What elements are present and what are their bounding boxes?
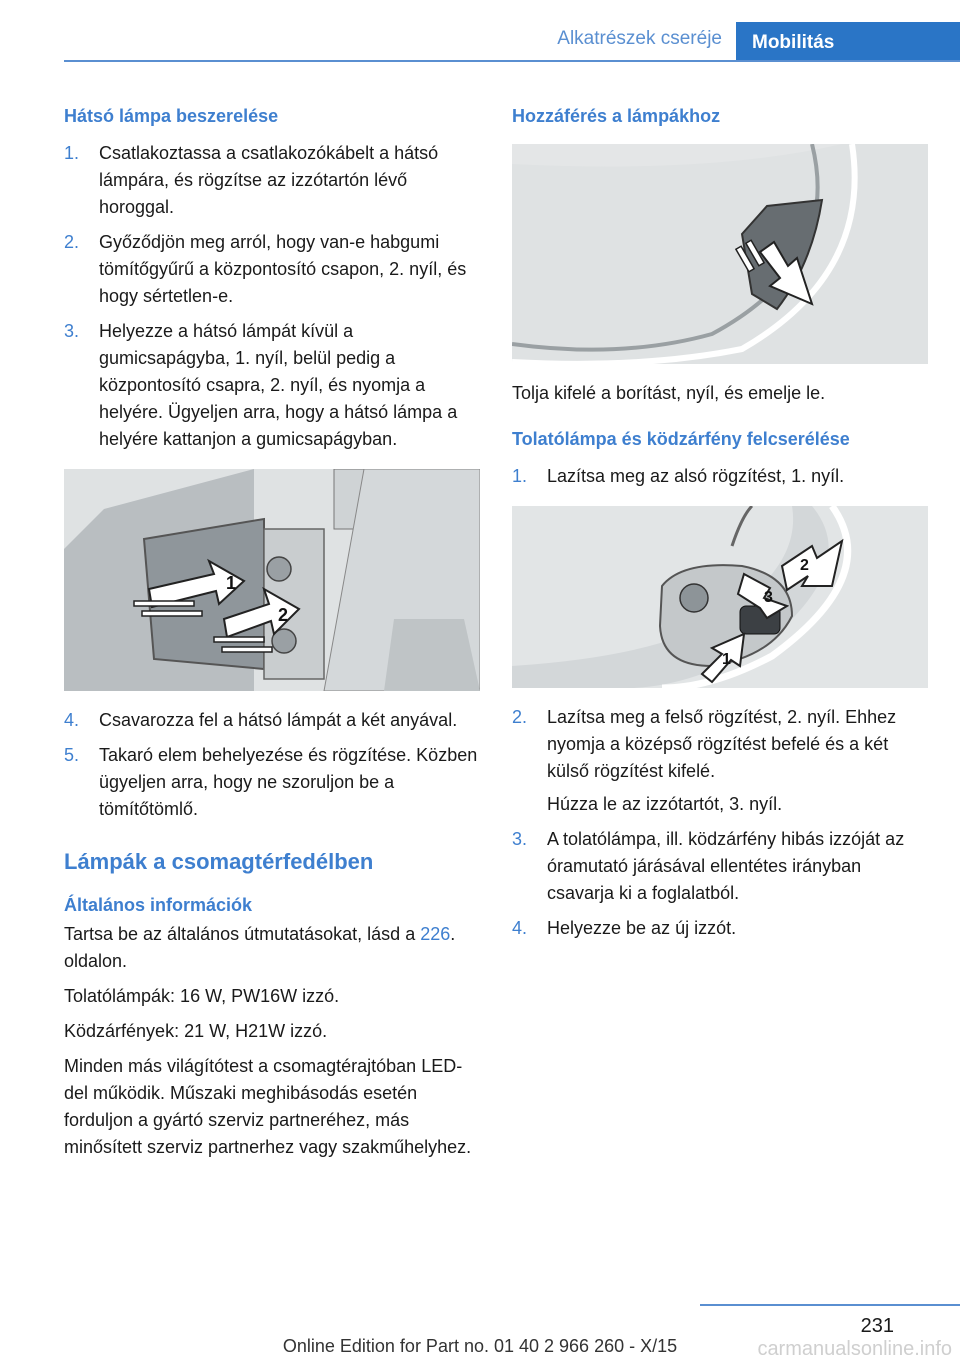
footer-rule xyxy=(700,1304,960,1306)
step-number: 5. xyxy=(64,745,80,765)
reverse-lamp-spec: Tolatólámpák: 16 W, PW16W izzó. xyxy=(64,986,340,1006)
page-number: 231 xyxy=(860,1315,894,1337)
header-chapter-tab: Mobilitás xyxy=(736,22,960,62)
step-number: 3. xyxy=(64,321,80,341)
list-item xyxy=(64,318,482,453)
step-number: 1. xyxy=(512,466,528,486)
step-extra-text: Húzza le az izzótartót, 3. nyíl. xyxy=(547,794,783,814)
list-item xyxy=(512,915,930,942)
figure-label-3: 3 xyxy=(764,589,773,606)
list-item xyxy=(64,707,482,734)
left-column xyxy=(64,104,482,1169)
bulb-holder-figure xyxy=(512,506,928,688)
step-text: Helyezze be az új izzót. xyxy=(547,918,737,938)
step-number: 2. xyxy=(64,232,80,252)
header-rule xyxy=(64,60,960,62)
paragraph-text: . oldalon. xyxy=(64,924,456,971)
list-item xyxy=(512,826,930,907)
install-steps-list xyxy=(64,140,482,453)
figure-label-2: 2 xyxy=(800,557,809,574)
step-number: 2. xyxy=(512,707,528,727)
access-caption: Tolja kifelé a borítást, nyíl, és emelje le. xyxy=(512,383,826,403)
list-item xyxy=(512,463,930,490)
step-text: Lazítsa meg az alsó rögzítést, 1. nyíl. xyxy=(547,466,845,486)
step-number: 1. xyxy=(64,143,80,163)
replace-heading: Tolatólámpa és ködzárfény felcserélése xyxy=(512,429,850,449)
list-item xyxy=(512,704,930,818)
fog-lamp-spec: Ködzárfények: 21 W, H21W izzó. xyxy=(64,1021,328,1041)
edition-footer: Online Edition for Part no. 01 40 2 966 260 - X/15 xyxy=(282,1336,678,1356)
step-number: 4. xyxy=(512,918,528,938)
figure-label-1: 1 xyxy=(226,573,237,593)
figure-label-1: 1 xyxy=(722,651,731,668)
list-item xyxy=(64,742,482,823)
list-item xyxy=(64,229,482,310)
general-info-paragraph xyxy=(64,921,482,975)
section-heading: Lámpák a csomagtérfedélben xyxy=(64,849,374,874)
led-info-paragraph: Minden más világítótest a csomagtérajtóban LED-del működik. Műszaki meghibásodás esetén forduljon a gyártó szerviz partneréhez, más minősített szerviz partnerhez vagy szakműhelyhez. xyxy=(64,1056,472,1157)
paragraph-text: Tartsa be az általános útmutatásokat, lásd a xyxy=(64,924,421,944)
replace-steps-list-continued xyxy=(512,704,930,942)
site-watermark: carmanualsonline.info xyxy=(757,1338,952,1360)
right-column xyxy=(512,104,930,950)
step-text: A tolatólámpa, ill. ködzárfény hibás izzóját az óramutató járásával ellentétes irányban csavarja ki a foglalatból. xyxy=(547,829,905,903)
step-text: Csatlakoztassa a csatlakozókábelt a hátsó lámpára, és rögzítse az izzótartón lévő horoggal. xyxy=(99,143,439,217)
general-info-heading: Általános információk xyxy=(64,895,253,915)
step-number: 4. xyxy=(64,710,80,730)
figure-label-2: 2 xyxy=(278,605,289,625)
step-text: Lazítsa meg a felső rögzítést, 2. nyíl. Ehhez nyomja a középső rögzítést befelé és a két külső rögzítést kifelé. xyxy=(547,707,897,781)
bulb-holder-illustration xyxy=(512,506,928,688)
cover-removal-figure xyxy=(512,144,928,364)
tail-lamp-illustration xyxy=(64,469,480,691)
step-text: Helyezze a hátsó lámpát kívül a gumicsapágyba, 1. nyíl, belül pedig a központosító csapra, 2. nyíl, és nyomja a helyére. Ügyeljen arra, hogy a hátsó lámpa a helyére kattanjon a gumicsapágyban. xyxy=(99,321,458,449)
install-steps-list-continued xyxy=(64,707,482,823)
install-heading: Hátsó lámpa beszerelése xyxy=(64,106,279,126)
tail-lamp-install-figure xyxy=(64,469,480,691)
access-heading: Hozzáférés a lámpákhoz xyxy=(512,106,721,126)
step-text: Győződjön meg arról, hogy van-e habgumi tömítőgyűrű a központosító csapon, 2. nyíl, és hogy sértetlen-e. xyxy=(99,232,467,306)
page-reference-link[interactable]: 226 xyxy=(420,924,451,944)
list-item xyxy=(64,140,482,221)
step-text: Takaró elem behelyezése és rögzítése. Közben ügyeljen arra, hogy ne szoruljon be a tömítőtömlő. xyxy=(99,745,478,819)
step-number: 3. xyxy=(512,829,528,849)
replace-steps-list xyxy=(512,463,930,490)
step-text: Csavarozza fel a hátsó lámpát a két anyával. xyxy=(99,710,458,730)
cover-removal-illustration xyxy=(512,144,928,364)
header-section-title: Alkatrészek cseréje xyxy=(557,28,722,49)
